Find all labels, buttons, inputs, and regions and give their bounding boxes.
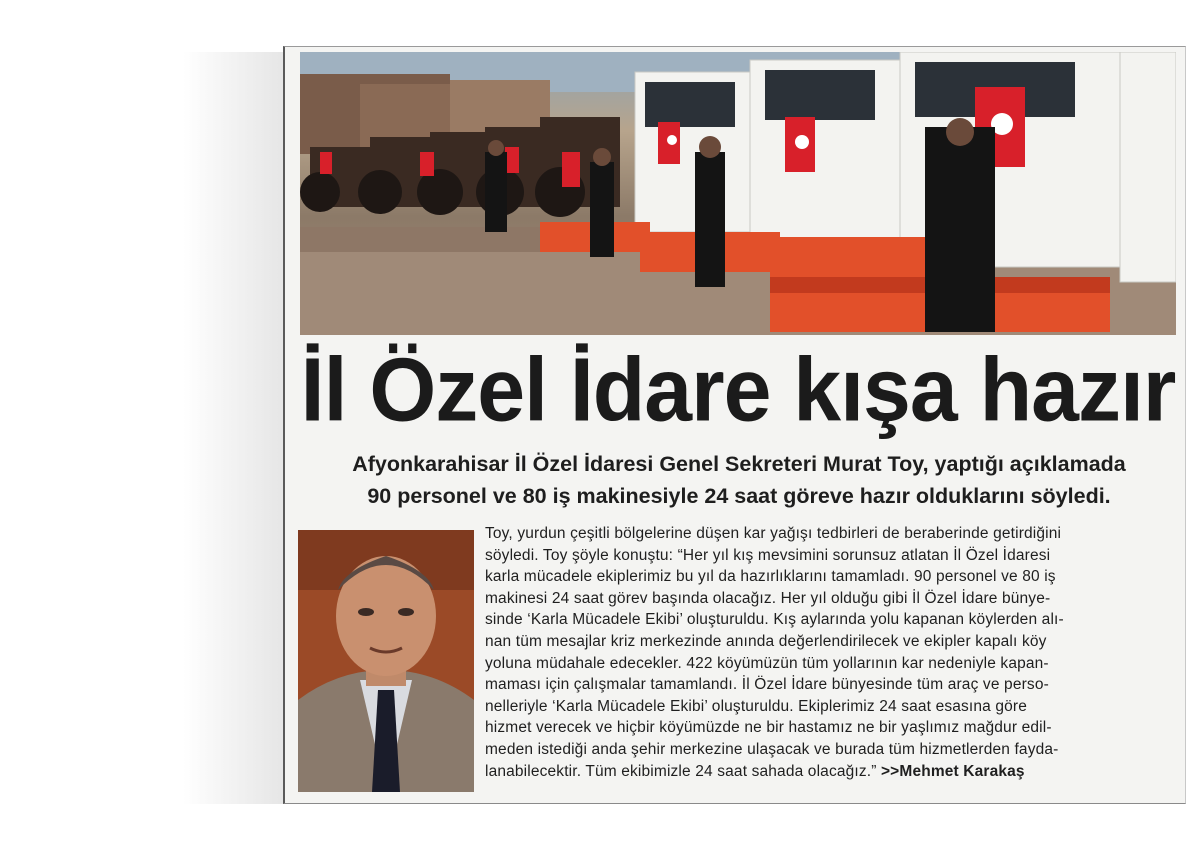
body-line: söyledi. Toy şöyle konuştu: “Her yıl kış mevsimini sorunsuz atlatan İl Özel İdaresi	[485, 546, 1051, 564]
body-line: yoluna müdahale edecekler. 422 köyümüzün tüm yollarının kar nedeniyle kapan-	[485, 654, 1049, 672]
snow-plow-fleet-photo	[300, 52, 1176, 335]
headline: İl Özel İdare kışa hazır	[300, 339, 1176, 441]
body-line: makinesi 24 saat görev başında olacağız. Her yıl olduğu gibi İl Özel İdare bünye-	[485, 589, 1051, 607]
body-line-text: lanabilecektir. Tüm ekibimizle 24 saat sahada olacağız.”	[485, 762, 877, 780]
portrait-photo	[298, 530, 474, 792]
body-line: hizmet verecek ve hiçbir köyümüzde ne bir hastamız ne bir yaşlımız mağdur edil-	[485, 719, 1052, 737]
body-line: nan tüm mesajlar kriz merkezinde anında değerlendirilecek ve ekipler kapalı köy	[485, 632, 1047, 650]
body-line: karla mücadele ekiplerimiz bu yıl da hazırlıklarını tamamladı. 90 personel ve 80 iş	[485, 568, 1056, 586]
body-line: Toy, yurdun çeşitli bölgelerine düşen kar yağışı tedbirleri de beraberinde getirdiğini	[485, 525, 1062, 542]
body-line: nelleriyle ‘Karla Mücadele Ekibi’ oluşturuldu. Ekiplerimiz 24 saat esasına göre	[485, 697, 1027, 715]
subhead-line: 90 personel ve 80 iş makinesiyle 24 saat göreve hazır olduklarını söyledi.	[367, 484, 1111, 508]
subhead-line: Afyonkarahisar İl Özel İdaresi Genel Sekreteri Murat Toy, yaptığı açıklamada	[352, 452, 1126, 476]
scan-margin-shadow	[183, 52, 283, 804]
subheadline	[298, 448, 1180, 512]
article-body	[485, 523, 1175, 782]
body-line: meden istediği anda şehir merkezine ulaşacak ve burada tüm hizmetlerden fayda-	[485, 740, 1059, 758]
body-line-last	[485, 761, 1175, 783]
body-line: maması için çalışmalar tamamlandı. İl Özel İdare bünyesinde tüm araç ve perso-	[485, 676, 1049, 694]
byline: >>Mehmet Karakaş	[880, 762, 1025, 780]
body-line: sinde ‘Karla Mücadele Ekibi’ oluşturuldu. Kış aylarında yolu kapanan köylerden alı-	[485, 611, 1064, 629]
